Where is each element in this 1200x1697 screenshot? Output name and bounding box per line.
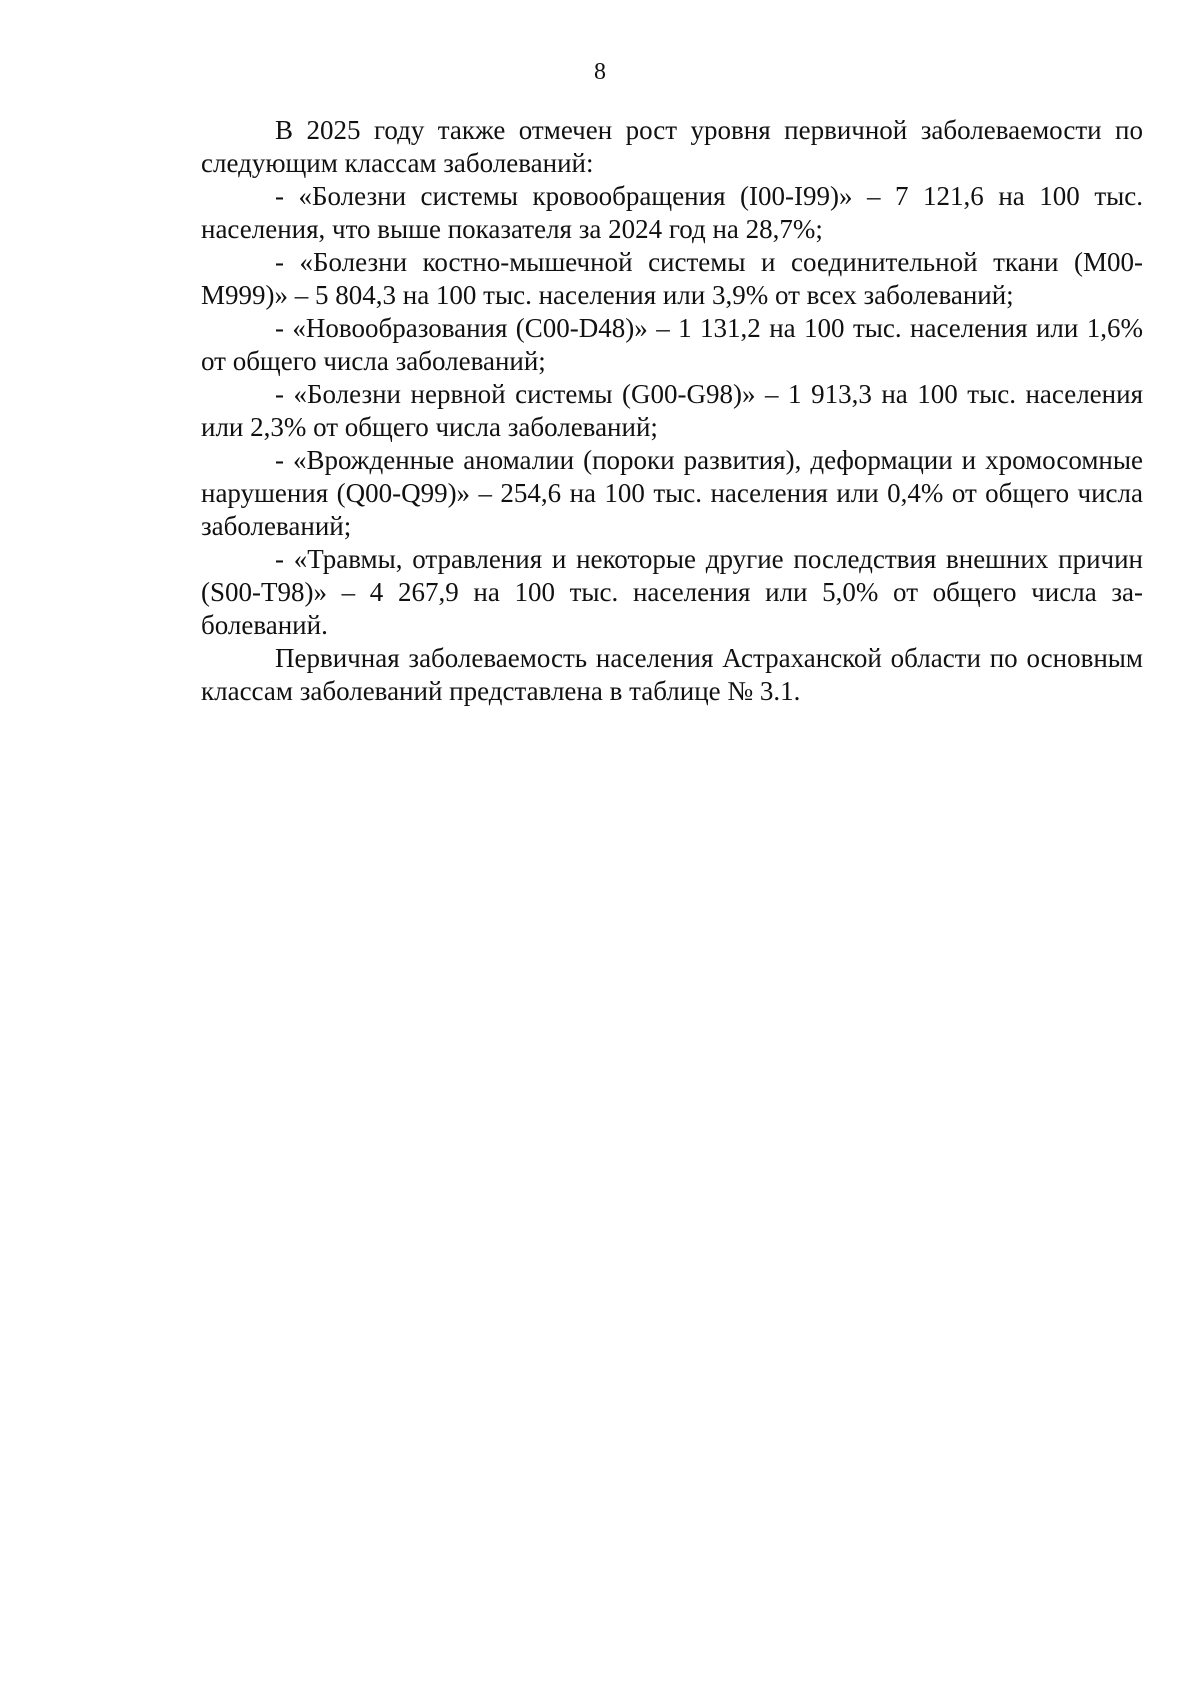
page-number: 8 <box>594 59 606 85</box>
closing-paragraph: Первичная заболеваемость населения Астраханской области по основным классам заболеваний представлена в таблице № 3.1. <box>201 643 1143 706</box>
list-item-injuries: - «Травмы, отравления и некоторые другие последствия внешних причин (S00-T98)» – 4 267,9 на 100 тыс. населения или 5,0% от общего числа заболеваний. <box>201 544 1143 640</box>
list-item-circulatory: - «Болезни системы кровообращения (I00-I99)» – 7 121,6 на 100 тыс. населения, что выше показателя за 2024 год на 28,7%; <box>201 181 1143 244</box>
list-item-congenital-anomalies: - «Врожденные аномалии (пороки развития), деформации и хромосомные нарушения (Q00-Q99)» – 254,6 на 100 тыс. населения или 0,4% от общего числа заболеваний; <box>201 445 1143 541</box>
list-item-musculoskeletal: - «Болезни костно-мышечной системы и соединительной ткани (M00-M999)» – 5 804,3 на 100 тыс. населения или 3,9% от всех заболеваний; <box>201 247 1143 310</box>
list-item-nervous-system: - «Болезни нервной системы (G00-G98)» – 1 913,3 на 100 тыс. населения или 2,3% от общего числа заболеваний; <box>201 379 1143 442</box>
list-item-neoplasms: - «Новообразования (C00-D48)» – 1 131,2 на 100 тыс. населения или 1,6% от общего числа заболеваний; <box>201 313 1143 376</box>
document-body <box>201 114 1143 708</box>
intro-paragraph: В 2025 году также отмечен рост уровня первичной заболеваемости по следующим классам заболеваний: <box>201 115 1143 178</box>
